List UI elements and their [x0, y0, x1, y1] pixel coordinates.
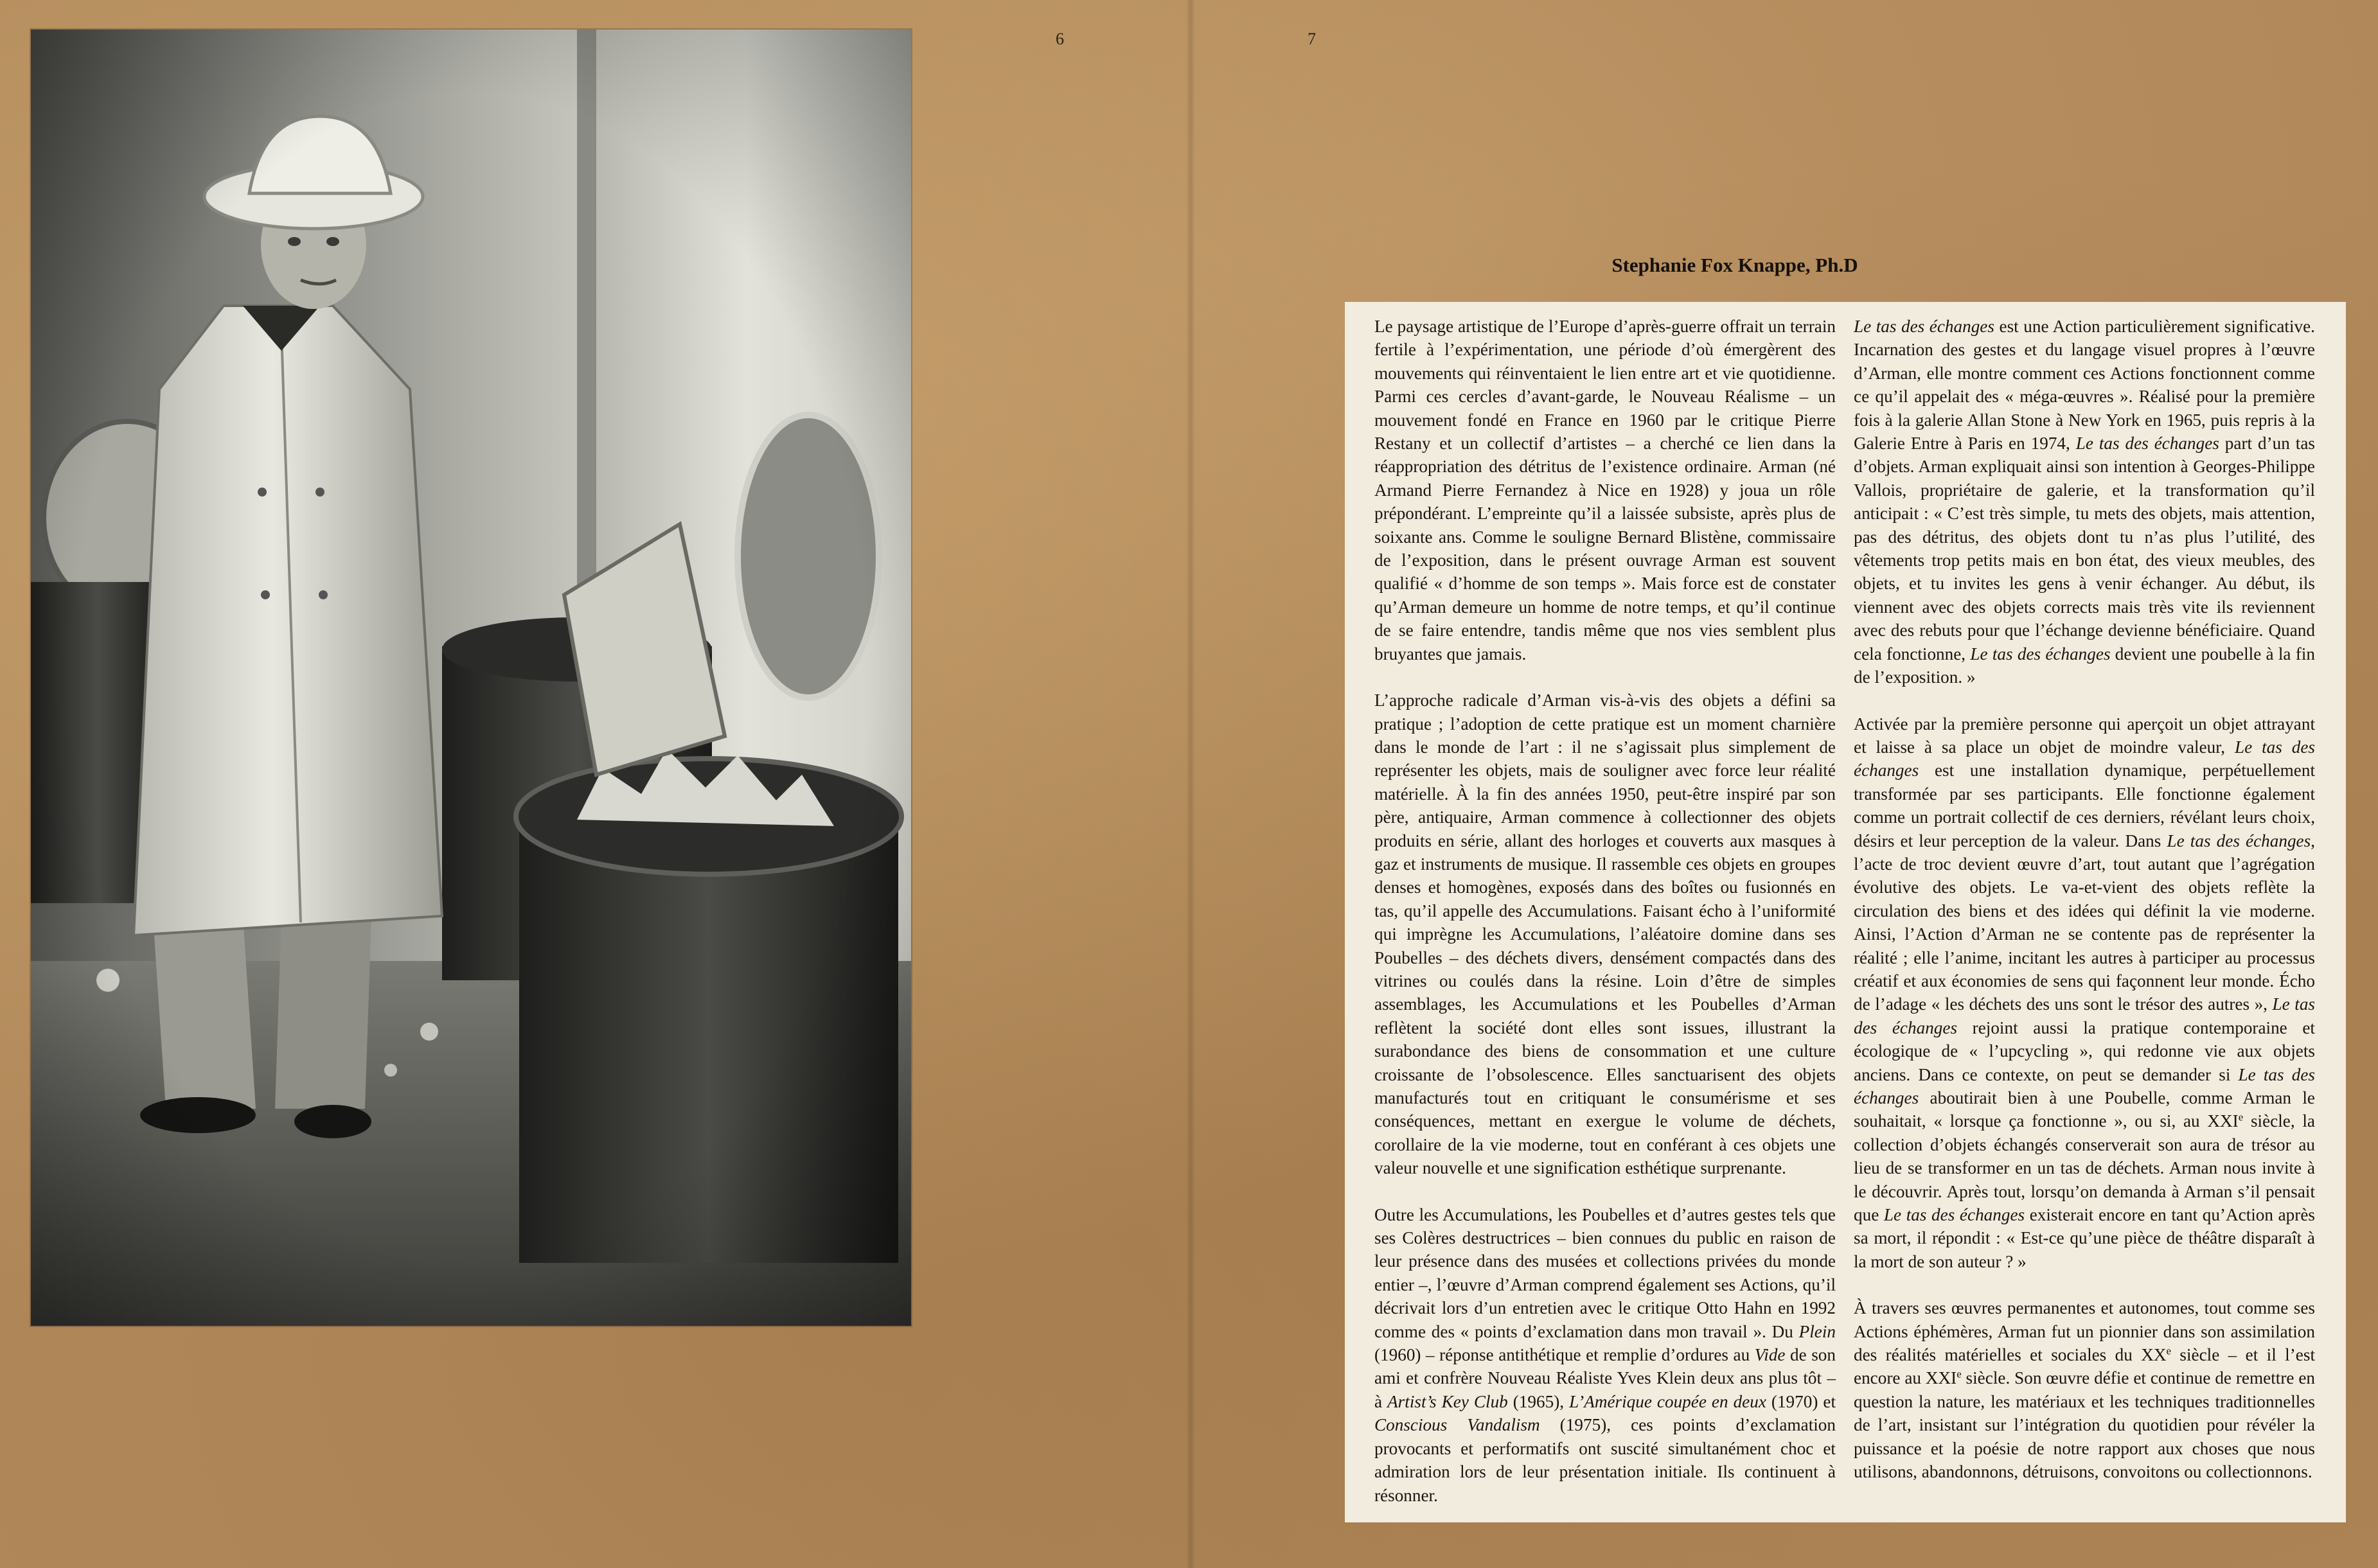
text-run: aboutirait bien à une Poubelle, comme Arman le souhaitait, « lorsque ça fonctionne », ou si, au XXI	[1854, 1088, 2315, 1131]
artwork-title: Artist’s Key Club	[1387, 1391, 1508, 1411]
artwork-title: Conscious Vandalism	[1374, 1415, 1540, 1435]
artwork-title: Le tas des échanges	[2167, 831, 2311, 850]
text-run: devient une poubelle à la fin de l’exposition. »	[1854, 644, 2315, 687]
text-column-right	[1854, 315, 2315, 1484]
paragraph	[1854, 712, 2315, 1274]
text-run: existerait encore en tant qu’Action après sa mort, il répondit : « Est-ce qu’une pièce de théâtre disparaît à la mort de son auteur ? »	[1854, 1205, 2315, 1271]
paragraph: L’approche radicale d’Arman vis-à-vis des objets a défini sa pratique ; l’adoption de cette pratique est un moment charnière dans le monde de l’art : il ne s’agissait plus simplement de représenter les objets, mais de souligner avec force leur réalité matérielle. À la fin des années 1950, peut-être inspiré par son père, antiquaire, Arman commence à collectionner des objets produits en série, allant des horloges et couverts aux masques à gaz et instruments de musique. Il rassemble ces objets en groupes denses et homogènes, exposés dans des boîtes ou fusionnés en tas, qu’il appelle des Accumulations. Faisant écho à l’uniformité qui imprègne les Accumulations, l’aléatoire domine dans ses Poubelles – des déchets divers, densément compactés dans des vitrines ou coulés dans la résine. Loin d’être de simples assemblages, les Accumulations et les Poubelles d’Arman reflètent la société dont elles sont issues, illustrant la surabondance des biens de consommation et une culture croissante de l’obsolescence. Elles sanctuarisent des objets manufacturés tout en critiquant le consumérisme et ses conséquences, mettant en exergue le volume de déchets, corollaire de la vie moderne, tout en conférant à ces objets une valeur nouvelle et une signification esthétique surprenante.	[1374, 691, 1836, 1178]
article-author: Stephanie Fox Knappe, Ph.D	[1611, 254, 1858, 276]
text-run: À travers ses œuvres permanentes et autonomes, tout comme ses Actions éphémères, Arman fut un pionnier dans son assimilation des réalités matérielles et sociales du XX	[1854, 1298, 2315, 1365]
text-run: siècle, la collection d’objets échangés conserverait son aura de trésor au lieu de se transformer en un tas de déchets. Arman nous invite à le découvrir. Après tout, lorsqu’on demanda à Arman s’il pensait que	[1854, 1111, 2315, 1225]
artwork-title: Le tas des échanges	[1854, 994, 2315, 1037]
superscript: e	[2238, 1111, 2244, 1124]
text-run: siècle. Son œuvre défie et continue de remettre en question la nature, les matériaux et les techniques traditionnelles de l’art, insistant sur l’intégration du quotidien pour révéler la puissance et la poésie de notre rapport aux choses que nous utilisons, abandonnons, détruisons, convoitons ou collectionnons.	[1854, 1368, 2315, 1482]
artwork-title: Le tas des échanges	[1854, 317, 1994, 336]
text-run: Activée par la première personne qui aperçoit un objet attrayant et laisse à sa place un objet de moindre valeur,	[1854, 714, 2315, 757]
paragraph	[1854, 1296, 2315, 1483]
article-text-panel	[1345, 302, 2346, 1522]
text-run: part d’un tas d’objets. Arman expliquait ainsi son intention à Georges-Philippe Vallois, propriétaire de galerie, et la transformation qu’il anticipait : « C’est très simple, tu mets des objets, mais attention, pas des détritus, des objets dont tu n’as plus l’utilité, des vêtements trop petits mais en bon état, des vieux meubles, des objets, et tu invites les gens à venir échanger. Au début, ils viennent avec des objets corrects mais très vite ils reviennent avec des rebuts pour que l’échange devienne bénéficiaire. Quand cela fonctionne,	[1854, 434, 2315, 664]
text-run: (1975), ces points d’exclamation provocants et performatifs ont suscité simultanément choc et admiration lors de leur présentation initiale. Ils continuent à résonner.	[1374, 1415, 1836, 1505]
text-run: (1960) – réponse antithétique et remplie d’ordures au	[1374, 1345, 1755, 1365]
artwork-title: Vide	[1754, 1345, 1786, 1365]
book-gutter	[1186, 0, 1195, 1568]
artwork-title: Le tas des échanges	[1970, 644, 2111, 664]
paragraph: Le paysage artistique de l’Europe d’après-guerre offrait un terrain fertile à l’expérimentation, une période d’où émergèrent des mouvements qui réinventaient le lien entre art et vie quotidienne. Parmi ces cercles d’avant-garde, le Nouveau Réalisme – un mouvement fondé en France en 1960 par le critique Pierre Restany et un collectif d’artistes – a cherché ce lien dans la réappropriation des détritus de l’existence ordinaire. Arman (né Armand Pierre Fernandez à Nice en 1928) y joua un rôle prépondérant. L’empreinte qu’il a laissée subsiste, après plus de soixante ans. Comme le souligne Bernard Blistène, commissaire de l’exposition, dans le présent ouvrage Arman est souvent qualifié « d’homme de son temps ». Mais force est de constater qu’Arman demeure un homme de notre temps, et qu’il continue de se faire entendre, tandis même que nos vies semblent plus bruyantes que jamais.	[1374, 317, 1836, 664]
text-run: (1970) et	[1766, 1391, 1836, 1411]
artwork-title: Le tas des échanges	[1883, 1205, 2025, 1225]
text-run: de son ami et confrère Nouveau Réaliste Yves Klein deux ans plus tôt – à	[1374, 1345, 1836, 1411]
artwork-title: Plein	[1798, 1321, 1836, 1341]
text-run: (1965),	[1507, 1391, 1570, 1411]
artwork-title: L’Amérique coupée en deux	[1569, 1391, 1766, 1411]
text-run: est une Action particulièrement significative. Incarnation des gestes et du langage visuel propres à l’œuvre d’Arman, elle montre comment ces Actions fonctionnent comme ce qu’il appelait des « méga-œuvres ». Réalisé pour la première fois à la galerie Allan Stone à New York en 1965, puis repris à la Galerie Entre à Paris en 1974,	[1854, 317, 2315, 454]
superscript: e	[1957, 1368, 1962, 1381]
text-run: Outre les Accumulations, les Poubelles et d’autres gestes tels que ses Colères destructrices – bien connues du public en raison de leur présence dans des musées et collections privées du monde entier –, l’œuvre d’Arman comprend également ses Actions, qu’il décrivait lors d’un entretien avec le critique Otto Hahn en 1992 comme des « points d’exclamation dans mon travail ». Du	[1374, 1204, 1836, 1341]
text-run: siècle – et il l’est encore au XXI	[1854, 1345, 2315, 1388]
paragraph	[1854, 315, 2315, 689]
superscript: e	[2166, 1344, 2171, 1357]
paragraph	[1374, 1203, 1836, 1507]
artwork-title: Le tas des échanges	[1854, 737, 2315, 780]
page-number-right: 7	[1308, 30, 1316, 48]
text-column-left	[1374, 315, 1836, 1507]
text-run: , l’acte de troc devient œuvre d’art, tout autant que l’agrégation évolutive des objets. Le va-et-vient des objets reflète la circulation des biens et des idées qui définit la vie moderne. Ainsi, l’Action d’Arman ne se contente pas de représenter la réalité ; elle l’anime, incitant les autres à participer au processus créatif et aux économies de sens qui façonnent leur monde. Écho de l’adage « les déchets des uns sont le trésor des autres »,	[1854, 831, 2315, 1014]
portrait-photograph	[31, 30, 911, 1326]
text-run: rejoint aussi la pratique contemporaine et écologique de « l’upcycling », qui redonne vie aux objets anciens. Dans ce contexte, on peut se demander si	[1854, 1017, 2315, 1084]
artwork-title: Le tas des échanges	[1854, 1064, 2315, 1107]
page-number-left: 6	[1056, 30, 1064, 48]
artwork-title: Le tas des échanges	[2075, 434, 2219, 454]
text-run: est une installation dynamique, perpétuellement transformée par ses participants. Elle fonctionne également comme un portrait collectif de ces derniers, révélant leurs choix, désirs et leur perception de la valeur. Dans	[1854, 761, 2315, 850]
